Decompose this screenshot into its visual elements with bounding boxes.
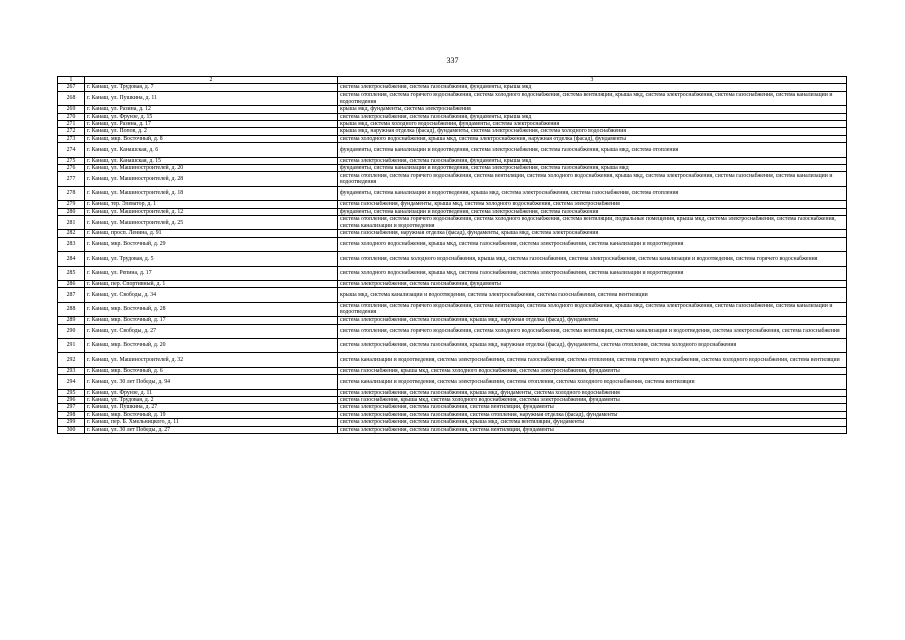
works-cell: система электроснабжения, система газоснабжения, система отопления, наружная отделка (фасад), фундаменты <box>338 411 847 418</box>
address-cell: г. Канаш, пер. Спортивный, д. 1 <box>85 281 338 288</box>
table-row <box>58 353 847 367</box>
table-row <box>58 157 847 164</box>
address-cell: г. Канаш, просп. Ленина, д. 91 <box>85 230 338 237</box>
works-cell: система электроснабжения, система газоснабжения, крыша мкд, наружная отделка (фасад), фундаменты <box>338 317 847 324</box>
address-cell: г. Канаш, ул. Машиностроителей, д. 28 <box>85 172 338 186</box>
address-cell: г. Канаш, ул. Трудовая, д. 2 <box>85 396 338 403</box>
table-row <box>58 84 847 91</box>
row-number-cell: 299 <box>58 419 85 426</box>
row-number-cell: 294 <box>58 375 85 389</box>
row-number-cell: 281 <box>58 216 85 230</box>
works-cell: система электроснабжения, система газоснабжения, крыша мкд, фундаменты, система холодного водоснабжения <box>338 389 847 396</box>
row-number-cell: 287 <box>58 288 85 302</box>
table-row <box>58 317 847 324</box>
address-cell: г. Канаш, ул. Разина, д. 17 <box>85 121 338 128</box>
table-row <box>58 201 847 208</box>
address-cell: г. Канаш, ул. Машиностроителей, д. 32 <box>85 353 338 367</box>
table-row <box>58 135 847 142</box>
header-col-1: 1 <box>58 77 85 84</box>
row-number-cell: 279 <box>58 201 85 208</box>
address-cell: г. Канаш, ул. Пушкина, д. 27 <box>85 404 338 411</box>
works-cell: фундаменты, система канализации и водоотведения, система электроснабжения, система газоснабжения, крыша мкд, система отопления <box>338 143 847 157</box>
address-cell: г. Канаш, пер. Б. Хмельницкого, д. 11 <box>85 419 338 426</box>
works-cell: система холодного водоснабжения, крыша мкд, система газоснабжения, система электроснабжения, система канализации и водоотведения <box>338 266 847 280</box>
table-row <box>58 389 847 396</box>
address-cell: г. Канаш, ул. Машиностроителей, д. 18 <box>85 186 338 200</box>
works-cell: система отопления, система горячего водоснабжения, система вентиляции, система холодного водоснабжения, крыша мкд, система электроснабжения, система газоснабжения, система канализации и водоотведения <box>338 172 847 186</box>
address-cell: г. Канаш, ул. Фрунзе, д. 15 <box>85 113 338 120</box>
works-cell: система отопления, система горячего водоснабжения, система вентиляции, система холодного водоснабжения, крыша мкд, система электроснабжения, система газоснабжения, система канализации и водоотведения <box>338 302 847 316</box>
work-list-table <box>57 76 847 434</box>
table-row <box>58 186 847 200</box>
row-number-cell: 267 <box>58 84 85 91</box>
table-row <box>58 165 847 172</box>
table-row <box>58 411 847 418</box>
address-cell: г. Канаш, ул. Разина, д. 12 <box>85 106 338 113</box>
table-row <box>58 324 847 338</box>
row-number-cell: 300 <box>58 426 85 433</box>
row-number-cell: 297 <box>58 404 85 411</box>
works-cell: система электроснабжения, система газоснабжения, крыша мкд, наружная отделка (фасад), фундаменты, система отопления, система холодного водоснабжения <box>338 338 847 352</box>
works-cell: система холодного водоснабжения, крыша мкд, система газоснабжения, система электроснабжения, система канализации и водоотведения <box>338 237 847 251</box>
table-row <box>58 216 847 230</box>
works-cell: система канализации и водоотведения, система электроснабжения, система отопления, система холодного водоснабжения, система вентиляции <box>338 375 847 389</box>
table-row <box>58 128 847 135</box>
row-number-cell: 288 <box>58 302 85 316</box>
address-cell: г. Канаш, ул. Пушкина, д. 11 <box>85 91 338 105</box>
works-cell: крыша мкд, наружная отделка (фасад), фундаменты, система электроснабжения, система холодного водоснабжения <box>338 128 847 135</box>
works-cell: система электроснабжения, система газоснабжения, крыша мкд, система вентиляции, фундаменты <box>338 419 847 426</box>
address-cell: г. Канаш, ул. Фрунзе, д. 11 <box>85 389 338 396</box>
address-cell: г. Канаш, ул. Попов, д. 2 <box>85 128 338 135</box>
address-cell: г. Канаш, тер. Элеватор, д. 1 <box>85 201 338 208</box>
row-number-cell: 298 <box>58 411 85 418</box>
table-row <box>58 367 847 374</box>
row-number-cell: 291 <box>58 338 85 352</box>
table-row <box>58 396 847 403</box>
works-cell: система отопления, система холодного водоснабжения, крыша мкд, система газоснабжения, система электроснабжения, система канализации и водоотведения, система горячего водоснабжения <box>338 252 847 266</box>
row-number-cell: 278 <box>58 186 85 200</box>
address-cell: г. Канаш, ул. Трудовая, д. 5 <box>85 252 338 266</box>
table-row <box>58 419 847 426</box>
works-cell: система отопления, система горячего водоснабжения, система холодного водоснабжения, система вентиляции, система канализации и водоотведения, система электроснабжения, система газоснабжения <box>338 324 847 338</box>
works-cell: система газоснабжения, крыша мкд, система холодного водоснабжения, система электроснабжения, фундаменты <box>338 396 847 403</box>
works-cell: система электроснабжения, система газоснабжения, фундаменты <box>338 281 847 288</box>
row-number-cell: 275 <box>58 157 85 164</box>
address-cell: г. Канаш, мкр. Восточный, д. 19 <box>85 411 338 418</box>
row-number-cell: 270 <box>58 113 85 120</box>
table-row <box>58 106 847 113</box>
table-row <box>58 121 847 128</box>
row-number-cell: 290 <box>58 324 85 338</box>
works-cell: система электроснабжения, система газоснабжения, система вентиляции, фундаменты <box>338 404 847 411</box>
address-cell: г. Канаш, мкр. Восточный, д. 6 <box>85 367 338 374</box>
works-cell: система электроснабжения, система газоснабжения, система вентиляции, фундаменты <box>338 426 847 433</box>
row-number-cell: 284 <box>58 252 85 266</box>
table-row <box>58 375 847 389</box>
address-cell: г. Канаш, ул. 30 лет Победы, д. 27 <box>85 426 338 433</box>
address-cell: г. Канаш, мкр. Восточный, д. 20 <box>85 338 338 352</box>
address-cell: г. Канаш, ул. Машиностроителей, д. 25 <box>85 216 338 230</box>
row-number-cell: 273 <box>58 135 85 142</box>
works-cell: система канализации и водоотведения, система электроснабжения, система газоснабжения, система отопления, система горячего водоснабжения, система холодного водоснабжения, система вентиляции <box>338 353 847 367</box>
works-cell: система электроснабжения, система газоснабжения, фундаменты, крыша мкд <box>338 84 847 91</box>
works-cell: крыша мкд, система канализации и водоотведения, система электроснабжения, система газоснабжения, система вентиляции <box>338 288 847 302</box>
works-cell: система газоснабжения, крыша мкд, система холодного водоснабжения, система электроснабжения, фундаменты <box>338 367 847 374</box>
table-row <box>58 143 847 157</box>
works-cell: система газоснабжения, наружная отделка (фасад), фундаменты, крыша мкд, система электроснабжения <box>338 230 847 237</box>
address-cell: г. Канаш, ул. Репина, д. 17 <box>85 266 338 280</box>
header-col-2: 2 <box>85 77 338 84</box>
table-row <box>58 172 847 186</box>
works-cell: фундаменты, система канализации и водоотведения, система электроснабжения, система газоснабжения <box>338 208 847 215</box>
row-number-cell: 268 <box>58 91 85 105</box>
table-row <box>58 338 847 352</box>
table-row <box>58 230 847 237</box>
address-cell: г. Канаш, ул. 30 лет Победы, д. 94 <box>85 375 338 389</box>
works-cell: система отопления, система горячего водоснабжения, система холодного водоснабжения, система вентиляции, крыша мкд, система электроснабжения, система газоснабжения, система канализации и водоотведения <box>338 91 847 105</box>
table-row <box>58 404 847 411</box>
page-number: 337 <box>446 56 459 65</box>
works-cell: фундаменты, система канализации и водоотведения, крыша мкд, система электроснабжения, система газоснабжения, система отопления <box>338 186 847 200</box>
table-row <box>58 252 847 266</box>
table-row <box>58 281 847 288</box>
address-cell: г. Канаш, ул. Канашская, д. 6 <box>85 143 338 157</box>
table-row <box>58 266 847 280</box>
row-number-cell: 269 <box>58 106 85 113</box>
works-cell: система электроснабжения, система газоснабжения, фундаменты, крыша мкд <box>338 157 847 164</box>
table-row <box>58 302 847 316</box>
address-cell: г. Канаш, ул. Машиностроителей, д. 20 <box>85 165 338 172</box>
table-row <box>58 208 847 215</box>
address-cell: г. Канаш, мкр. Восточный, д. 29 <box>85 237 338 251</box>
works-cell: система отопления, система горячего водоснабжения, система холодного водоснабжения, система вентиляции, подвальные помещения, крыша мкд, система электроснабжения, система газоснабжения, система канализации и водоотведения <box>338 216 847 230</box>
row-number-cell: 282 <box>58 230 85 237</box>
address-cell: г. Канаш, ул. Свободы, д. 27 <box>85 324 338 338</box>
table-header-row <box>58 77 847 84</box>
row-number-cell: 271 <box>58 121 85 128</box>
header-col-3: 3 <box>338 77 847 84</box>
row-number-cell: 283 <box>58 237 85 251</box>
works-cell: система холодного водоснабжения, крыша мкд, система электроснабжения, наружная отделка (фасад), фундаменты <box>338 135 847 142</box>
table-row <box>58 91 847 105</box>
row-number-cell: 295 <box>58 389 85 396</box>
address-cell: г. Канаш, ул. Канашская, д. 15 <box>85 157 338 164</box>
address-cell: г. Канаш, ул. Машиностроителей, д. 12 <box>85 208 338 215</box>
works-cell: система электроснабжения, система газоснабжения, фундаменты, крыша мкд <box>338 113 847 120</box>
row-number-cell: 293 <box>58 367 85 374</box>
works-cell: крыша мкд, система холодного водоснабжения, фундаменты, система электроснабжения <box>338 121 847 128</box>
row-number-cell: 296 <box>58 396 85 403</box>
row-number-cell: 289 <box>58 317 85 324</box>
table-row <box>58 288 847 302</box>
address-cell: г. Канаш, ул. Свободы, д. 34 <box>85 288 338 302</box>
address-cell: г. Канаш, ул. Трудовая, д. 7 <box>85 84 338 91</box>
row-number-cell: 280 <box>58 208 85 215</box>
works-cell: фундаменты, система канализации и водоотведения, система электроснабжения, система газоснабжения, крыша мкд <box>338 165 847 172</box>
works-cell: крыша мкд, фундаменты, система электроснабжения <box>338 106 847 113</box>
table-row <box>58 426 847 433</box>
row-number-cell: 274 <box>58 143 85 157</box>
row-number-cell: 272 <box>58 128 85 135</box>
works-cell: система газоснабжения, фундаменты, крыша мкд, система холодного водоснабжения, система электроснабжения <box>338 201 847 208</box>
row-number-cell: 276 <box>58 165 85 172</box>
row-number-cell: 286 <box>58 281 85 288</box>
table-row <box>58 113 847 120</box>
row-number-cell: 292 <box>58 353 85 367</box>
address-cell: г. Канаш, мкр. Восточный, д. 17 <box>85 317 338 324</box>
row-number-cell: 285 <box>58 266 85 280</box>
address-cell: г. Канаш, мкр. Восточный, д. 28 <box>85 302 338 316</box>
row-number-cell: 277 <box>58 172 85 186</box>
address-cell: г. Канаш, мкр. Восточный, д. 8 <box>85 135 338 142</box>
table-row <box>58 237 847 251</box>
